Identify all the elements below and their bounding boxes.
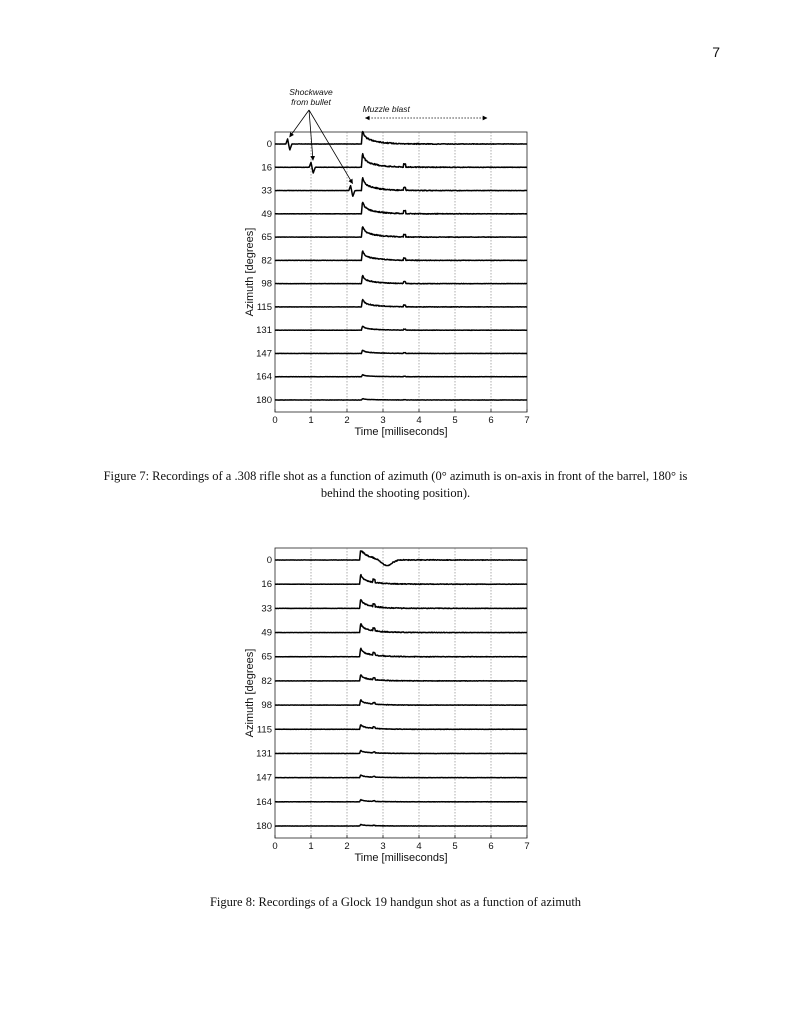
y-tick-label: 147 [256,772,272,784]
y-tick-label: 98 [261,700,272,712]
x-tick-label: 2 [344,841,350,852]
azimuth-trace [275,700,527,706]
x-tick-label: 3 [380,415,386,426]
y-tick-label: 33 [261,185,272,197]
y-tick-label: 131 [256,325,272,337]
azimuth-trace [275,675,527,681]
y-tick-label: 65 [261,651,272,663]
azimuth-trace [275,800,527,802]
figure-8-chart [0,540,791,870]
page-number: 7 [712,44,720,60]
shockwave-arrow [290,110,309,137]
x-tick-label: 4 [416,415,422,426]
azimuth-trace [275,775,527,778]
x-tick-label: 7 [524,841,530,852]
azimuth-trace [275,132,527,150]
x-tick-label: 4 [416,841,422,852]
azimuth-trace [275,326,527,330]
y-tick-label: 65 [261,232,272,244]
x-tick-label: 6 [488,415,494,426]
x-tick-label: 6 [488,841,494,852]
shockwave-annotation-line2: from bullet [291,97,331,107]
y-tick-label: 98 [261,278,272,290]
azimuth-trace [275,350,527,353]
azimuth-trace [275,178,527,196]
shockwave-arrow [309,110,313,160]
azimuth-trace [275,600,527,609]
x-axis-label: Time [milliseconds] [354,426,448,438]
y-tick-label: 147 [256,348,272,360]
x-tick-label: 1 [308,415,314,426]
azimuth-trace [275,824,527,826]
y-tick-label: 16 [261,579,272,591]
azimuth-trace [275,551,527,566]
y-tick-label: 164 [256,796,272,808]
plot-frame [275,548,527,838]
y-tick-label: 115 [256,301,272,313]
figure-8-caption: Figure 8: Recordings of a Glock 19 handgun shot as a function of azimuth [209,895,582,909]
y-tick-label: 0 [266,555,272,566]
y-tick-label: 49 [261,627,272,639]
azimuth-trace [275,725,527,730]
y-tick-label: 164 [256,371,272,383]
azimuth-trace [275,300,527,308]
azimuth-trace [275,227,527,237]
y-tick-label: 115 [256,724,272,736]
azimuth-trace [275,575,527,585]
y-tick-label: 82 [261,675,272,687]
y-axis-label: Azimuth [degrees] [244,648,256,738]
y-tick-label: 131 [256,748,272,760]
y-tick-label: 0 [266,139,272,150]
y-tick-label: 180 [256,395,272,406]
shockwave-arrow [309,110,353,184]
x-tick-label: 0 [272,841,278,852]
x-tick-label: 7 [524,415,530,426]
y-tick-label: 49 [261,208,272,220]
y-tick-label: 180 [256,821,272,832]
x-axis-label: Time [milliseconds] [354,852,448,864]
x-tick-label: 1 [308,841,314,852]
y-axis-label: Azimuth [degrees] [244,227,256,317]
muzzle-blast-annotation: Muzzle blast [362,104,410,114]
x-tick-label: 3 [380,841,386,852]
azimuth-trace [275,251,527,261]
azimuth-trace [275,624,527,633]
azimuth-trace [275,648,527,657]
azimuth-trace [275,202,527,214]
y-tick-label: 82 [261,255,272,267]
azimuth-trace [275,375,527,377]
figure-7-rifle-azimuth-plot [0,87,791,442]
azimuth-trace [275,750,527,753]
y-tick-label: 33 [261,603,272,615]
azimuth-trace [275,399,527,400]
figure-7-caption: Figure 7: Recordings of a .308 rifle shot as a function of azimuth (0° azimuth is on-axis in front of the barrel, 180° is behind the shooting position). [103,469,688,500]
x-tick-label: 0 [272,415,278,426]
y-tick-label: 16 [261,162,272,174]
x-tick-label: 5 [452,415,458,426]
shockwave-annotation-line1: Shockwave [289,87,333,97]
x-tick-label: 5 [452,841,458,852]
x-tick-label: 2 [344,415,350,426]
azimuth-trace [275,276,527,284]
figure-8-handgun-azimuth-plot [0,540,791,870]
plot-frame [275,132,527,412]
figure-7-chart [0,87,791,442]
